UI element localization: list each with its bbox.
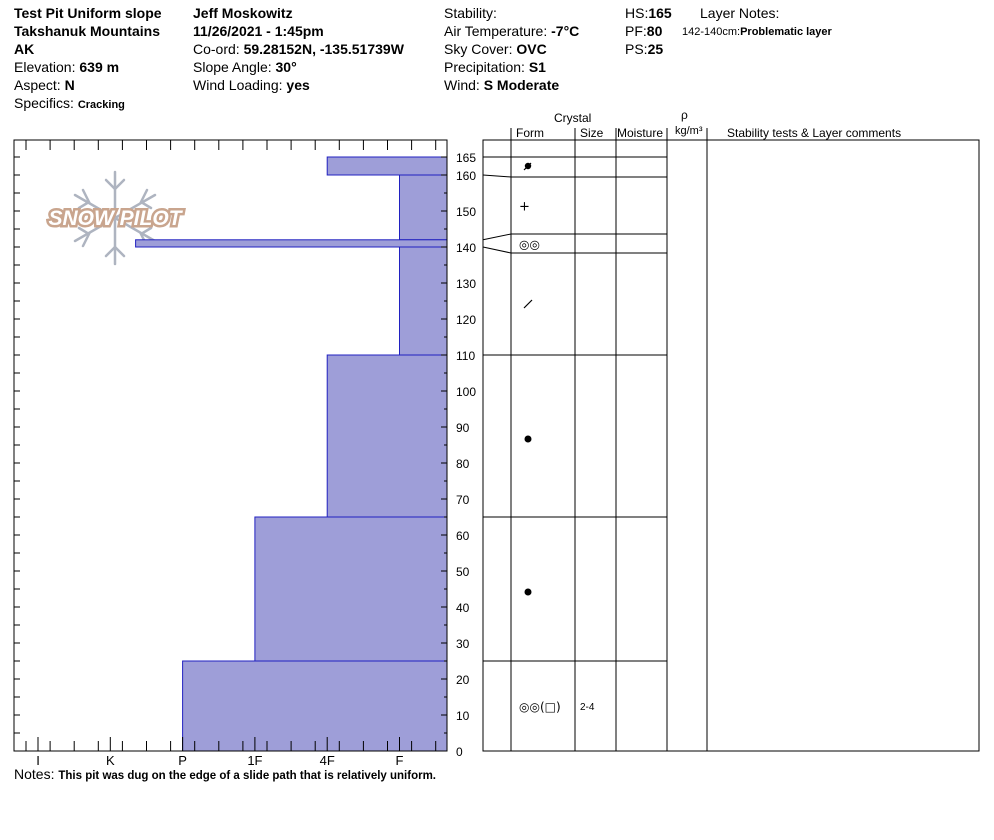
pit-title: Test Pit Uniform slope [14, 5, 162, 21]
moisture-header: Moisture [617, 126, 664, 140]
grain-form-icon [519, 200, 530, 215]
form-header: Form [516, 126, 544, 140]
size-header: Size [580, 126, 604, 140]
sky-value: OVC [516, 41, 547, 57]
snowpilot-logo [49, 172, 184, 264]
depth-tick-label: 160 [456, 169, 477, 183]
notes-label: Notes: [14, 766, 55, 782]
crystal-header: Crystal [554, 111, 592, 125]
hardness-tick-label: 1F [247, 753, 263, 768]
state: AK [14, 41, 35, 57]
decomposed-grain-icon [524, 300, 532, 308]
depth-tick-label: 100 [456, 385, 477, 399]
grain-form-icon [524, 163, 531, 170]
hardness-tick-label: F [395, 753, 404, 768]
table-border [483, 140, 979, 751]
round-grain-icon [525, 436, 532, 443]
hs-label: HS: [625, 5, 649, 21]
depth-tick-label: 0 [456, 745, 463, 759]
pf-label: PF: [625, 23, 647, 39]
elevation-value: 639 m [79, 59, 120, 75]
hardness-bar [136, 240, 447, 247]
depth-tick-label: 150 [456, 205, 477, 219]
observer-name: Jeff Moskowitz [193, 5, 293, 21]
precip-value: S1 [528, 59, 546, 75]
grain-size-label: 2-4 [580, 702, 595, 713]
layer-connector [483, 234, 511, 240]
depth-tick-label: 140 [456, 241, 477, 255]
hardness-plot [136, 157, 447, 751]
aspect-value: N [64, 77, 75, 93]
depth-tick-label: 60 [456, 529, 470, 543]
grain-symbol: ◎◎ [519, 237, 540, 252]
depth-tick-label: 50 [456, 565, 470, 579]
hardness-bar [327, 355, 447, 517]
depth-tick-label: 40 [456, 601, 470, 615]
wind-loading-label: Wind Loading: [193, 77, 283, 93]
coord-value: 59.28152N, -135.51739W [243, 41, 404, 57]
layer-note-text: Problematic layer [740, 26, 832, 38]
observation-datetime: 11/26/2021 - 1:45pm [193, 23, 324, 39]
depth-tick-label: 130 [456, 277, 477, 291]
depth-tick-label: 30 [456, 637, 470, 651]
slope-value: 30° [275, 59, 297, 75]
hardness-tick-label: I [36, 753, 40, 768]
depth-tick-label: 20 [456, 673, 470, 687]
hardness-bar [255, 517, 447, 661]
specifics-label: Specifics: [14, 95, 74, 111]
hardness-bar [400, 175, 448, 240]
notes [14, 765, 436, 785]
grain-form-icon [519, 700, 561, 714]
layer-note-range: 142-140cm: [682, 26, 741, 38]
elevation-label: Elevation: [14, 59, 76, 75]
depth-tick-label: 70 [456, 493, 470, 507]
logo-text: SNOW PILOT [48, 207, 182, 230]
precip-label: Precipitation: [444, 59, 525, 75]
notes-text: This pit was dug on the edge of a slide path that is relatively uniform. [58, 770, 436, 782]
depth-tick-label: 110 [456, 349, 476, 363]
grain-form-icon [524, 300, 532, 308]
grain-form-icon [519, 238, 540, 252]
air-temp-value: -7°C [551, 23, 580, 39]
layer-table [483, 128, 979, 751]
wind-value: S Moderate [483, 77, 560, 93]
hardness-tick-label: K [105, 753, 115, 768]
wind-loading-value: yes [286, 77, 310, 93]
hardness-bar [400, 247, 448, 355]
specifics-value: Cracking [77, 99, 125, 111]
depth-tick-label: 120 [456, 313, 477, 327]
slope-label: Slope Angle: [193, 59, 272, 75]
pf-value: 80 [646, 23, 663, 39]
grain-symbol: ◎◎(□) [519, 700, 561, 714]
grain-form-icon [525, 589, 532, 596]
hs-value: 165 [648, 5, 672, 21]
hardness-bar [327, 157, 447, 175]
air-temp-label: Air Temperature: [444, 23, 548, 39]
aspect-label: Aspect: [14, 77, 61, 93]
grain-form-icon [525, 436, 532, 443]
sky-label: Sky Cover: [444, 41, 513, 57]
depth-tick-label: 165 [456, 151, 477, 165]
depth-tick-label: 90 [456, 421, 470, 435]
ps-label: PS: [625, 41, 648, 57]
depth-tick-label: 10 [456, 709, 470, 723]
mountain-range: Takshanuk Mountains [14, 23, 160, 39]
hardness-tick-label: P [178, 753, 187, 768]
depth-tick-label: 80 [456, 457, 470, 471]
ps-value: 25 [647, 41, 664, 57]
comments-header: Stability tests & Layer comments [727, 126, 902, 140]
hardness-tick-label: 4F [319, 753, 335, 768]
grain-symbol: + [519, 199, 530, 215]
layer-connector [483, 175, 511, 177]
stability-label: Stability: [444, 5, 497, 21]
hardness-bar [183, 661, 447, 751]
round-grain-icon [525, 589, 532, 596]
wind-label: Wind: [444, 77, 480, 93]
layer-connector [483, 247, 511, 253]
coord-label: Co-ord: [193, 41, 240, 57]
rho-header: ρ [681, 108, 688, 122]
density-unit-header: kg/m³ [675, 125, 703, 137]
layer-notes-label: Layer Notes: [700, 5, 780, 21]
